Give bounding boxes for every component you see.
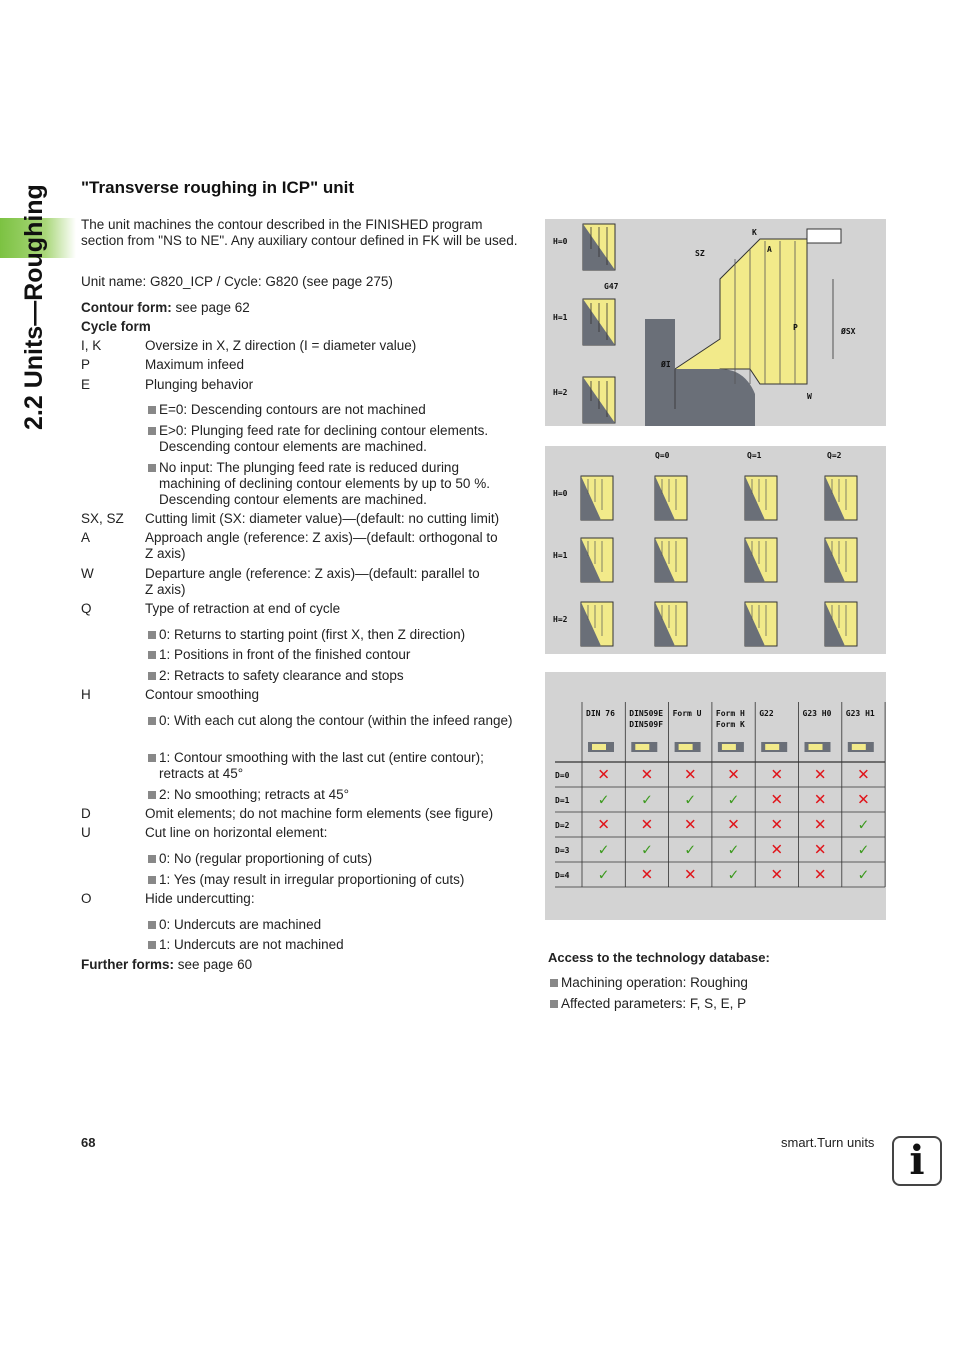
- check-icon: ✓: [641, 792, 653, 809]
- label-h0: H=0: [553, 237, 568, 246]
- list-item: 2: Retracts to safety clearance and stops: [146, 668, 521, 684]
- table-header: Form U: [672, 709, 702, 718]
- roughing-diagram-svg: [545, 219, 886, 426]
- cross-icon: ✕: [857, 790, 870, 809]
- info-icon: i: [892, 1136, 942, 1186]
- svg-text:ØSX: ØSX: [841, 327, 856, 336]
- table-header: G23 H1: [845, 709, 875, 718]
- list-item: 1: Contour smoothing with the last cut (entire contour); retracts at 45°: [146, 750, 521, 782]
- cross-icon: ✕: [597, 765, 610, 784]
- list-item: 0: Returns to starting point (first X, then Z direction): [146, 627, 521, 643]
- page-number: 68: [81, 1135, 96, 1150]
- d-parameter-table-svg: [545, 672, 886, 920]
- svg-text:Q=2: Q=2: [827, 451, 842, 460]
- svg-text:A: A: [767, 245, 772, 254]
- svg-text:W: W: [807, 392, 812, 401]
- table-header: DIN509E: [629, 709, 664, 718]
- svg-text:P: P: [793, 323, 798, 332]
- check-icon: ✓: [727, 867, 740, 884]
- svg-text:SZ: SZ: [695, 249, 705, 258]
- cross-icon: ✕: [770, 765, 784, 784]
- check-icon: ✓: [641, 842, 653, 859]
- cycle-form-heading: Cycle form: [81, 319, 151, 334]
- label-h1: H=1: [553, 313, 568, 322]
- check-icon: ✓: [727, 842, 740, 859]
- table-header: Form K: [715, 720, 745, 729]
- svg-text:H=2: H=2: [553, 615, 568, 624]
- table-header: Form H: [715, 709, 745, 718]
- figure-d-table: [545, 672, 886, 920]
- contour-form-label: Contour form:: [81, 300, 172, 315]
- cross-icon: ✕: [770, 840, 784, 859]
- list-item: 0: Undercuts are machined: [146, 917, 521, 933]
- cross-icon: ✕: [683, 765, 697, 784]
- cross-icon: ✕: [813, 865, 827, 884]
- table-row-label: D=4: [555, 871, 570, 880]
- check-icon: ✓: [684, 842, 697, 859]
- list-item: E=0: Descending contours are not machined: [146, 402, 521, 418]
- cross-icon: ✕: [770, 815, 784, 834]
- footer-section: smart.Turn units: [781, 1135, 875, 1150]
- table-row-label: D=3: [555, 846, 570, 855]
- check-icon: ✓: [727, 792, 740, 809]
- intro-paragraph: The unit machines the contour described in the FINISHED program section from "NS to NE". Any auxiliary contour defined in FK will be used.: [81, 217, 518, 248]
- table-row-label: D=2: [555, 821, 570, 830]
- check-icon: ✓: [857, 867, 870, 884]
- svg-text:K: K: [752, 228, 757, 237]
- page-heading: "Transverse roughing in ICP" unit: [81, 178, 355, 197]
- svg-text:H=1: H=1: [553, 551, 568, 560]
- list-item: 1: Positions in front of the finished contour: [146, 647, 521, 663]
- cross-icon: ✕: [597, 815, 610, 834]
- list-item: E>0: Plunging feed rate for declining contour elements. Descending contour elements are machined.: [146, 423, 521, 455]
- cross-icon: ✕: [683, 815, 697, 834]
- cross-icon: ✕: [813, 790, 827, 809]
- retraction-diagram-svg: [545, 446, 886, 654]
- check-icon: ✓: [597, 792, 610, 809]
- cross-icon: ✕: [813, 815, 827, 834]
- access-title: Access to the technology database:: [548, 950, 770, 965]
- unit-name: Unit name: G820_ICP / Cycle: G820 (see page 275): [81, 274, 393, 289]
- list-item: Machining operation: Roughing: [548, 975, 878, 991]
- check-icon: ✓: [597, 867, 610, 884]
- table-header: G22: [759, 709, 774, 718]
- cross-icon: ✕: [683, 865, 697, 884]
- cross-icon: ✕: [727, 815, 740, 834]
- cross-icon: ✕: [640, 765, 654, 784]
- cross-icon: ✕: [640, 865, 654, 884]
- list-item: 0: No (regular proportioning of cuts): [146, 851, 521, 867]
- table-row-label: D=0: [555, 771, 570, 780]
- svg-text:G47: G47: [604, 282, 619, 291]
- table-header: DIN 76: [586, 709, 615, 718]
- list-item: Affected parameters: F, S, E, P: [548, 996, 878, 1012]
- svg-text:H=0: H=0: [553, 489, 568, 498]
- cross-icon: ✕: [813, 840, 827, 859]
- contour-form-ref: see page 62: [171, 300, 250, 315]
- cross-icon: ✕: [857, 765, 870, 784]
- list-item: 0: With each cut along the contour (within the infeed range): [146, 713, 521, 729]
- list-item: 1: Yes (may result in irregular proportioning of cuts): [146, 872, 521, 888]
- cross-icon: ✕: [640, 815, 654, 834]
- list-item: No input: The plunging feed rate is reduced during machining of declining contour elements by up to 50 %. Descending contour elements are machined.: [146, 460, 521, 508]
- table-header: G23 H0: [802, 709, 832, 718]
- figure-retraction-diagram: [545, 446, 886, 654]
- cross-icon: ✕: [770, 865, 784, 884]
- label-h2: H=2: [553, 388, 568, 397]
- check-icon: ✓: [857, 842, 870, 859]
- svg-text:Q=0: Q=0: [655, 451, 670, 460]
- svg-text:Q=1: Q=1: [747, 451, 762, 460]
- section-title-text: 2.2 Units—Roughing: [20, 184, 48, 430]
- check-icon: ✓: [684, 792, 697, 809]
- cross-icon: ✕: [727, 765, 740, 784]
- table-header: DIN509F: [629, 720, 664, 729]
- svg-text:ØI: ØI: [661, 360, 671, 369]
- list-item: 2: No smoothing; retracts at 45°: [146, 787, 521, 803]
- check-icon: ✓: [597, 842, 610, 859]
- further-forms: Further forms: see page 60: [81, 957, 253, 972]
- cross-icon: ✕: [770, 790, 784, 809]
- cross-icon: ✕: [813, 765, 827, 784]
- check-icon: ✓: [857, 817, 870, 834]
- figure-roughing-diagram: [545, 219, 886, 426]
- contour-form: [81, 300, 518, 316]
- list-item: 1: Undercuts are not machined: [146, 937, 521, 953]
- table-row-label: D=1: [555, 796, 570, 805]
